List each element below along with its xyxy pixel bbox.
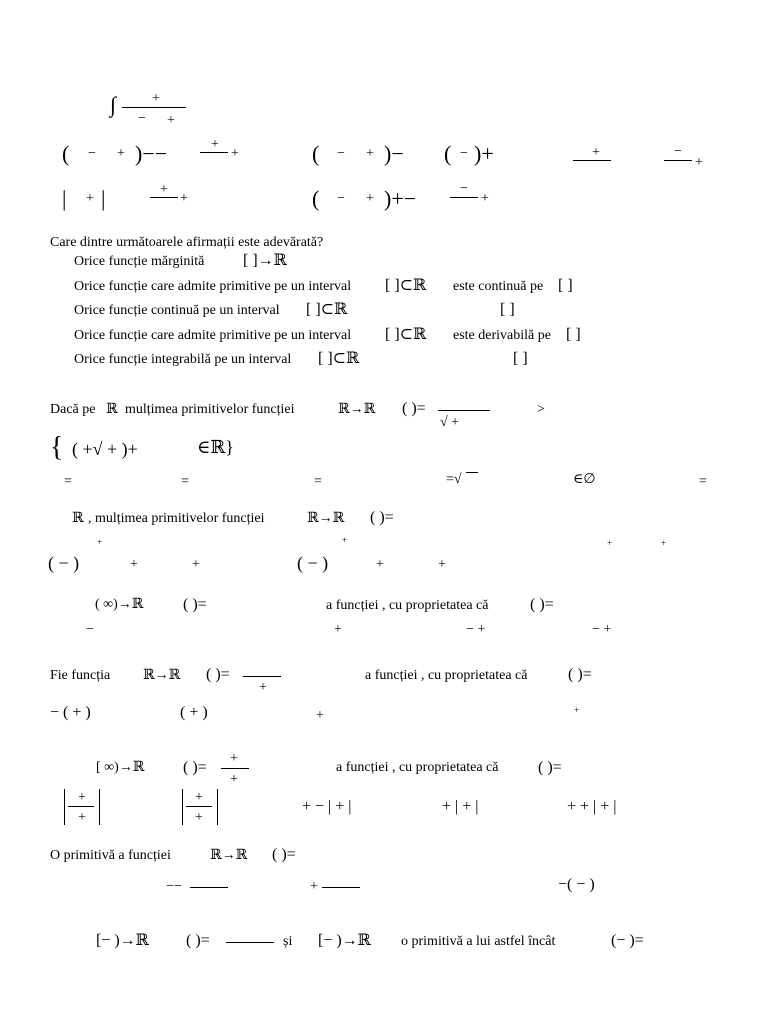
q1-opt-c-close: )+ xyxy=(474,141,494,166)
q1-opt-a-open: ( xyxy=(62,141,70,166)
q5-domain: ( ∞)→ℝ xyxy=(95,597,144,612)
q2-opt4-interval: [ ] xyxy=(566,326,581,343)
q3-gt: > xyxy=(537,402,545,417)
q6-intro: Fie funcția xyxy=(50,668,111,683)
q8-fx: ( )= xyxy=(272,846,296,863)
q3-den: √ + xyxy=(440,415,460,430)
q1-opt-g-close: )+− xyxy=(384,186,417,211)
q1-opt-b-minus: − xyxy=(337,146,345,161)
q2-option-4[interactable]: Orice funcție care admite primitive pe un interval xyxy=(74,328,352,343)
q3-set-open: { xyxy=(50,432,64,463)
q7-opt-a-bar xyxy=(68,806,94,807)
q1-opt-f-frac-bar xyxy=(150,197,178,198)
q1-opt-h-bar xyxy=(450,197,478,198)
q4-map: ℝ→ℝ xyxy=(307,511,345,526)
q2-opt1-map: [ ]→ℝ xyxy=(243,252,287,269)
q2-question: Care dintre următoarele afirmații este adevărată? xyxy=(50,235,324,250)
q3-sqrt-bar xyxy=(466,472,478,473)
q7-num: + xyxy=(230,751,238,766)
q4-exp-a: + xyxy=(97,537,103,547)
q1-opt-b-open: ( xyxy=(312,141,320,166)
q1-opt-a-frac-num: + xyxy=(211,137,219,152)
q3-eq3: = xyxy=(314,474,322,489)
q2-option-1[interactable]: Orice funcție mărginită xyxy=(74,254,205,269)
q4-exp-b: + xyxy=(342,535,348,545)
q1-opt-b-plus: + xyxy=(366,146,374,161)
q2-opt4-tail: este derivabilă pe xyxy=(453,328,551,343)
q3-eq2: = xyxy=(181,474,189,489)
q4-exp-d: + xyxy=(661,538,667,548)
q4-opt-a: ( − ) xyxy=(48,553,80,573)
q2-opt3-interval: [ ] xyxy=(500,301,515,318)
q7-opt-b-num: + xyxy=(195,790,203,805)
q1-opt-e-bar xyxy=(664,160,692,161)
q5-opt-d: − + xyxy=(592,622,612,637)
q8-opt-b: + xyxy=(310,879,318,894)
q3-mid: mulțimea primitivelor funcției xyxy=(125,402,295,417)
q6-phrase: a funcției , cu proprietatea că xyxy=(365,668,528,683)
q1-opt-g-plus: + xyxy=(366,191,374,206)
q1-opt-e-after: + xyxy=(695,155,703,170)
q7-fraction-bar xyxy=(221,768,249,769)
q8-map: ℝ→ℝ xyxy=(210,848,248,863)
q1-den-minus: − xyxy=(138,111,146,126)
q9-fx: ( )= xyxy=(186,932,210,949)
q6-opt-a: − ( + ) xyxy=(50,704,91,721)
q2-opt4-sub: [ ]⊂ℝ xyxy=(385,326,427,343)
q2-opt5-interval: [ ] xyxy=(513,350,528,367)
q1-opt-c-minus: − xyxy=(460,146,468,161)
q1-opt-c-open: ( xyxy=(444,141,452,166)
q9-cond: (− )= xyxy=(611,932,644,949)
q2-opt2-sub: [ ]⊂ℝ xyxy=(385,277,427,294)
q1-num-plus: + xyxy=(152,91,160,106)
q9-si: și xyxy=(283,934,293,949)
q8-opt-a-bar xyxy=(190,887,228,888)
q5-opt-a: − xyxy=(86,622,94,637)
q6-cond: ( )= xyxy=(568,666,592,683)
q7-opt-c: + − | + | xyxy=(302,798,352,815)
q6-opt-d: + xyxy=(574,705,580,715)
q3-fraction-bar xyxy=(438,410,490,411)
q4-opt-a-plus1: + xyxy=(130,557,138,572)
q9-fraction-bar xyxy=(226,942,274,943)
q7-phrase: a funcției , cu proprietatea că xyxy=(336,760,499,775)
q8-opt-a: −− xyxy=(166,879,182,894)
q4-fx: ( )= xyxy=(370,509,394,526)
q1-opt-f-bar-left: | xyxy=(62,186,67,211)
q3-fx: ( )= xyxy=(402,400,426,417)
q8-intro: O primitivă a funcției xyxy=(50,848,171,863)
q1-opt-b-close: )− xyxy=(384,141,404,166)
q4-opt-b-plus2: + xyxy=(438,557,446,572)
q2-opt5-sub: [ ]⊂ℝ xyxy=(318,350,360,367)
q7-cond: ( )= xyxy=(538,759,562,776)
q3-eq1: = xyxy=(64,474,72,489)
q1-opt-f-plus: + xyxy=(86,191,94,206)
q7-opt-e: + + | + | xyxy=(567,798,617,815)
q6-fraction-bar xyxy=(243,676,281,677)
q6-fx: ( )= xyxy=(206,666,230,683)
q2-opt2-tail: este continuă pe xyxy=(453,279,544,294)
q3-map: ℝ→ℝ xyxy=(338,402,376,417)
q1-opt-a-frac-bar xyxy=(200,152,228,153)
q3-eq5: = xyxy=(699,474,707,489)
q8-opt-b-bar xyxy=(322,887,360,888)
q1-opt-d-bar xyxy=(573,160,611,161)
q2-option-3[interactable]: Orice funcție continuă pe un interval xyxy=(74,303,280,318)
q6-opt-b: ( + ) xyxy=(180,704,208,721)
q2-opt2-interval: [ ] xyxy=(558,277,573,294)
q5-opt-c: − + xyxy=(466,622,486,637)
q7-opt-a-num: + xyxy=(78,790,86,805)
q1-opt-f-frac-num: + xyxy=(160,182,168,197)
q6-map: ℝ→ℝ xyxy=(143,668,181,683)
q7-den: + xyxy=(230,772,238,787)
q1-opt-d-num: + xyxy=(592,145,600,160)
q7-opt-d: + | + | xyxy=(442,798,479,815)
q6-opt-c: + xyxy=(316,708,324,723)
q1-opt-h-after: + xyxy=(481,191,489,206)
q4-opt-a-plus2: + xyxy=(192,557,200,572)
q5-opt-b: + xyxy=(334,622,342,637)
q1-opt-g-minus: − xyxy=(337,191,345,206)
q3-intro: Dacă pe xyxy=(50,402,96,417)
q1-opt-h-num: − xyxy=(460,181,468,196)
q3-eq4: =√ xyxy=(446,472,462,487)
q4-exp-c: + xyxy=(607,538,613,548)
q4-R: ℝ xyxy=(72,511,84,526)
q1-opt-a-frac-after: + xyxy=(231,146,239,161)
q7-opt-a-den: + xyxy=(78,810,86,825)
q1-opt-f-frac-after: + xyxy=(180,191,188,206)
q7-opt-b-bar xyxy=(186,806,212,807)
q1-opt-a-close: )−− xyxy=(135,141,168,166)
integral-sign: ∫ xyxy=(110,92,117,117)
q2-option-2[interactable]: Orice funcție care admite primitive pe un interval xyxy=(74,279,352,294)
q1-opt-f-bar-right: | xyxy=(101,186,106,211)
q8-opt-c: −( − ) xyxy=(558,876,595,893)
q5-fx: ( )= xyxy=(183,596,207,613)
q3-set-body: ( +√ + )+ xyxy=(72,439,138,459)
q4-opt-b-plus1: + xyxy=(376,557,384,572)
q3-set-in: ∈ℝ} xyxy=(197,437,234,457)
q5-phrase: a funcției , cu proprietatea că xyxy=(326,598,489,613)
q9-domain-2: [− )→ℝ xyxy=(318,932,371,949)
q4-opt-b: ( − ) xyxy=(297,553,329,573)
q5-cond: ( )= xyxy=(530,596,554,613)
q6-den: + xyxy=(259,680,267,695)
q1-opt-g-open: ( xyxy=(312,186,320,211)
q9-tail: o primitivă a lui astfel încât xyxy=(401,934,556,949)
q7-opt-b-den: + xyxy=(195,810,203,825)
q3-R: ℝ xyxy=(106,402,118,417)
q1-opt-e-num: − xyxy=(674,144,682,159)
q3-emptyset: ∈∅ xyxy=(573,472,596,487)
q1-fraction-bar xyxy=(122,107,186,108)
q2-opt3-sub: [ ]⊂ℝ xyxy=(306,301,348,318)
q2-option-5[interactable]: Orice funcție integrabilă pe un interval xyxy=(74,352,292,367)
q4-mid: , mulțimea primitivelor funcției xyxy=(88,511,265,526)
q9-domain-1: [− )→ℝ xyxy=(96,932,149,949)
q7-fx: ( )= xyxy=(183,759,207,776)
q1-opt-a-plus: + xyxy=(117,146,125,161)
q1-den-plus: + xyxy=(167,113,175,128)
q7-domain: [ ∞)→ℝ xyxy=(96,760,145,775)
q1-opt-a-minus: − xyxy=(88,146,96,161)
